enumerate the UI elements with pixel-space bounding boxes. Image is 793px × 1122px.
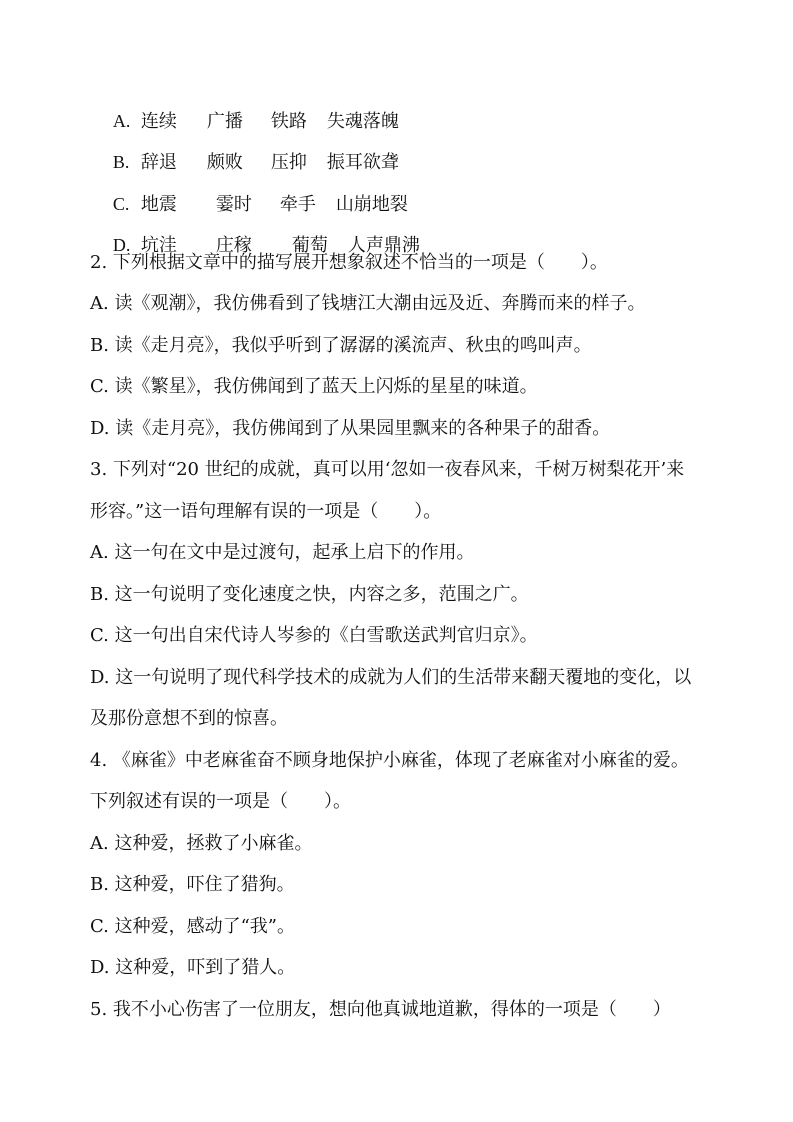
- option-label: D.: [112, 235, 131, 255]
- word: 广播: [206, 111, 243, 132]
- word: 霎时: [215, 194, 252, 215]
- option-label: C.: [112, 194, 130, 214]
- q3-option-d-line2: 及那份意想不到的惊喜。: [90, 708, 288, 729]
- q2-option-d: D. 读《走月亮》，我仿佛闻到了从果园里飘来的各种果子的甜香。: [90, 418, 611, 439]
- word: 连续: [140, 111, 177, 132]
- q4-option-c: C. 这种爱，感动了“我”。: [90, 916, 295, 937]
- word: 失魂落魄: [326, 111, 399, 132]
- q3-option-a: A. 这一句在文中是过渡句，起承上启下的作用。: [90, 542, 475, 563]
- word: 牵手: [279, 194, 316, 215]
- word: 辞退: [140, 152, 177, 173]
- q4-option-a: A. 这种爱，拯救了小麻雀。: [90, 833, 313, 854]
- q4-stem-line1: 4. 《麻雀》中老麻雀奋不顾身地保护小麻雀，体现了老麻雀对小麻雀的爱。: [90, 750, 689, 771]
- word: 颇败: [206, 152, 243, 173]
- word: 庄稼: [215, 235, 252, 256]
- q4-option-b: B. 这种爱，吓住了猎狗。: [90, 874, 295, 895]
- word: 人声鼎沸: [347, 235, 420, 256]
- q3-option-b: B. 这一句说明了变化速度之快，内容之多，范围之广。: [90, 584, 529, 605]
- option-label: B.: [112, 152, 130, 172]
- q3-option-d-line1: D. 这一句说明了现代科学技术的成就为人们的生活带来翻天覆地的变化，以: [90, 667, 692, 688]
- word: 铁路: [270, 111, 307, 132]
- q4-stem-line2: 下列叙述有误的一项是（ ）。: [90, 791, 351, 812]
- word: 压抑: [270, 152, 307, 173]
- q5-stem: 5. 我不小心伤害了一位朋友，想向他真诚地道歉，得体的一项是（ ）: [90, 999, 671, 1020]
- q2-stem: 2. 下列根据文章中的描写展开想象叙述不恰当的一项是（ ）。: [90, 252, 608, 273]
- word: 葡萄: [291, 235, 328, 256]
- q2-option-c: C. 读《繁星》，我仿佛闻到了蓝天上闪烁的星星的味道。: [90, 376, 538, 397]
- word: 地震: [140, 194, 177, 215]
- q3-stem-line2: 形容。”这一语句理解有误的一项是（ ）。: [90, 501, 442, 522]
- q3-option-c: C. 这一句出自宋代诗人岑参的《白雪歌送武判官归京》。: [90, 625, 538, 646]
- word: 山崩地裂: [335, 194, 408, 215]
- q4-option-d: D. 这种爱，吓到了猎人。: [90, 957, 296, 978]
- option-label: A.: [112, 111, 131, 131]
- word: 坑洼: [140, 235, 177, 256]
- q2-option-a: A. 读《观潮》，我仿佛看到了钱塘江大潮由远及近、奔腾而来的样子。: [90, 293, 646, 314]
- q2-option-b: B. 读《走月亮》，我似乎听到了潺潺的溪流声、秋虫的鸣叫声。: [90, 335, 592, 356]
- q3-stem-line1: 3. 下列对“20 世纪的成就，真可以用‘忽如一夜春风来，千树万树梨花开’来: [90, 459, 685, 480]
- word: 振耳欲聋: [326, 152, 399, 173]
